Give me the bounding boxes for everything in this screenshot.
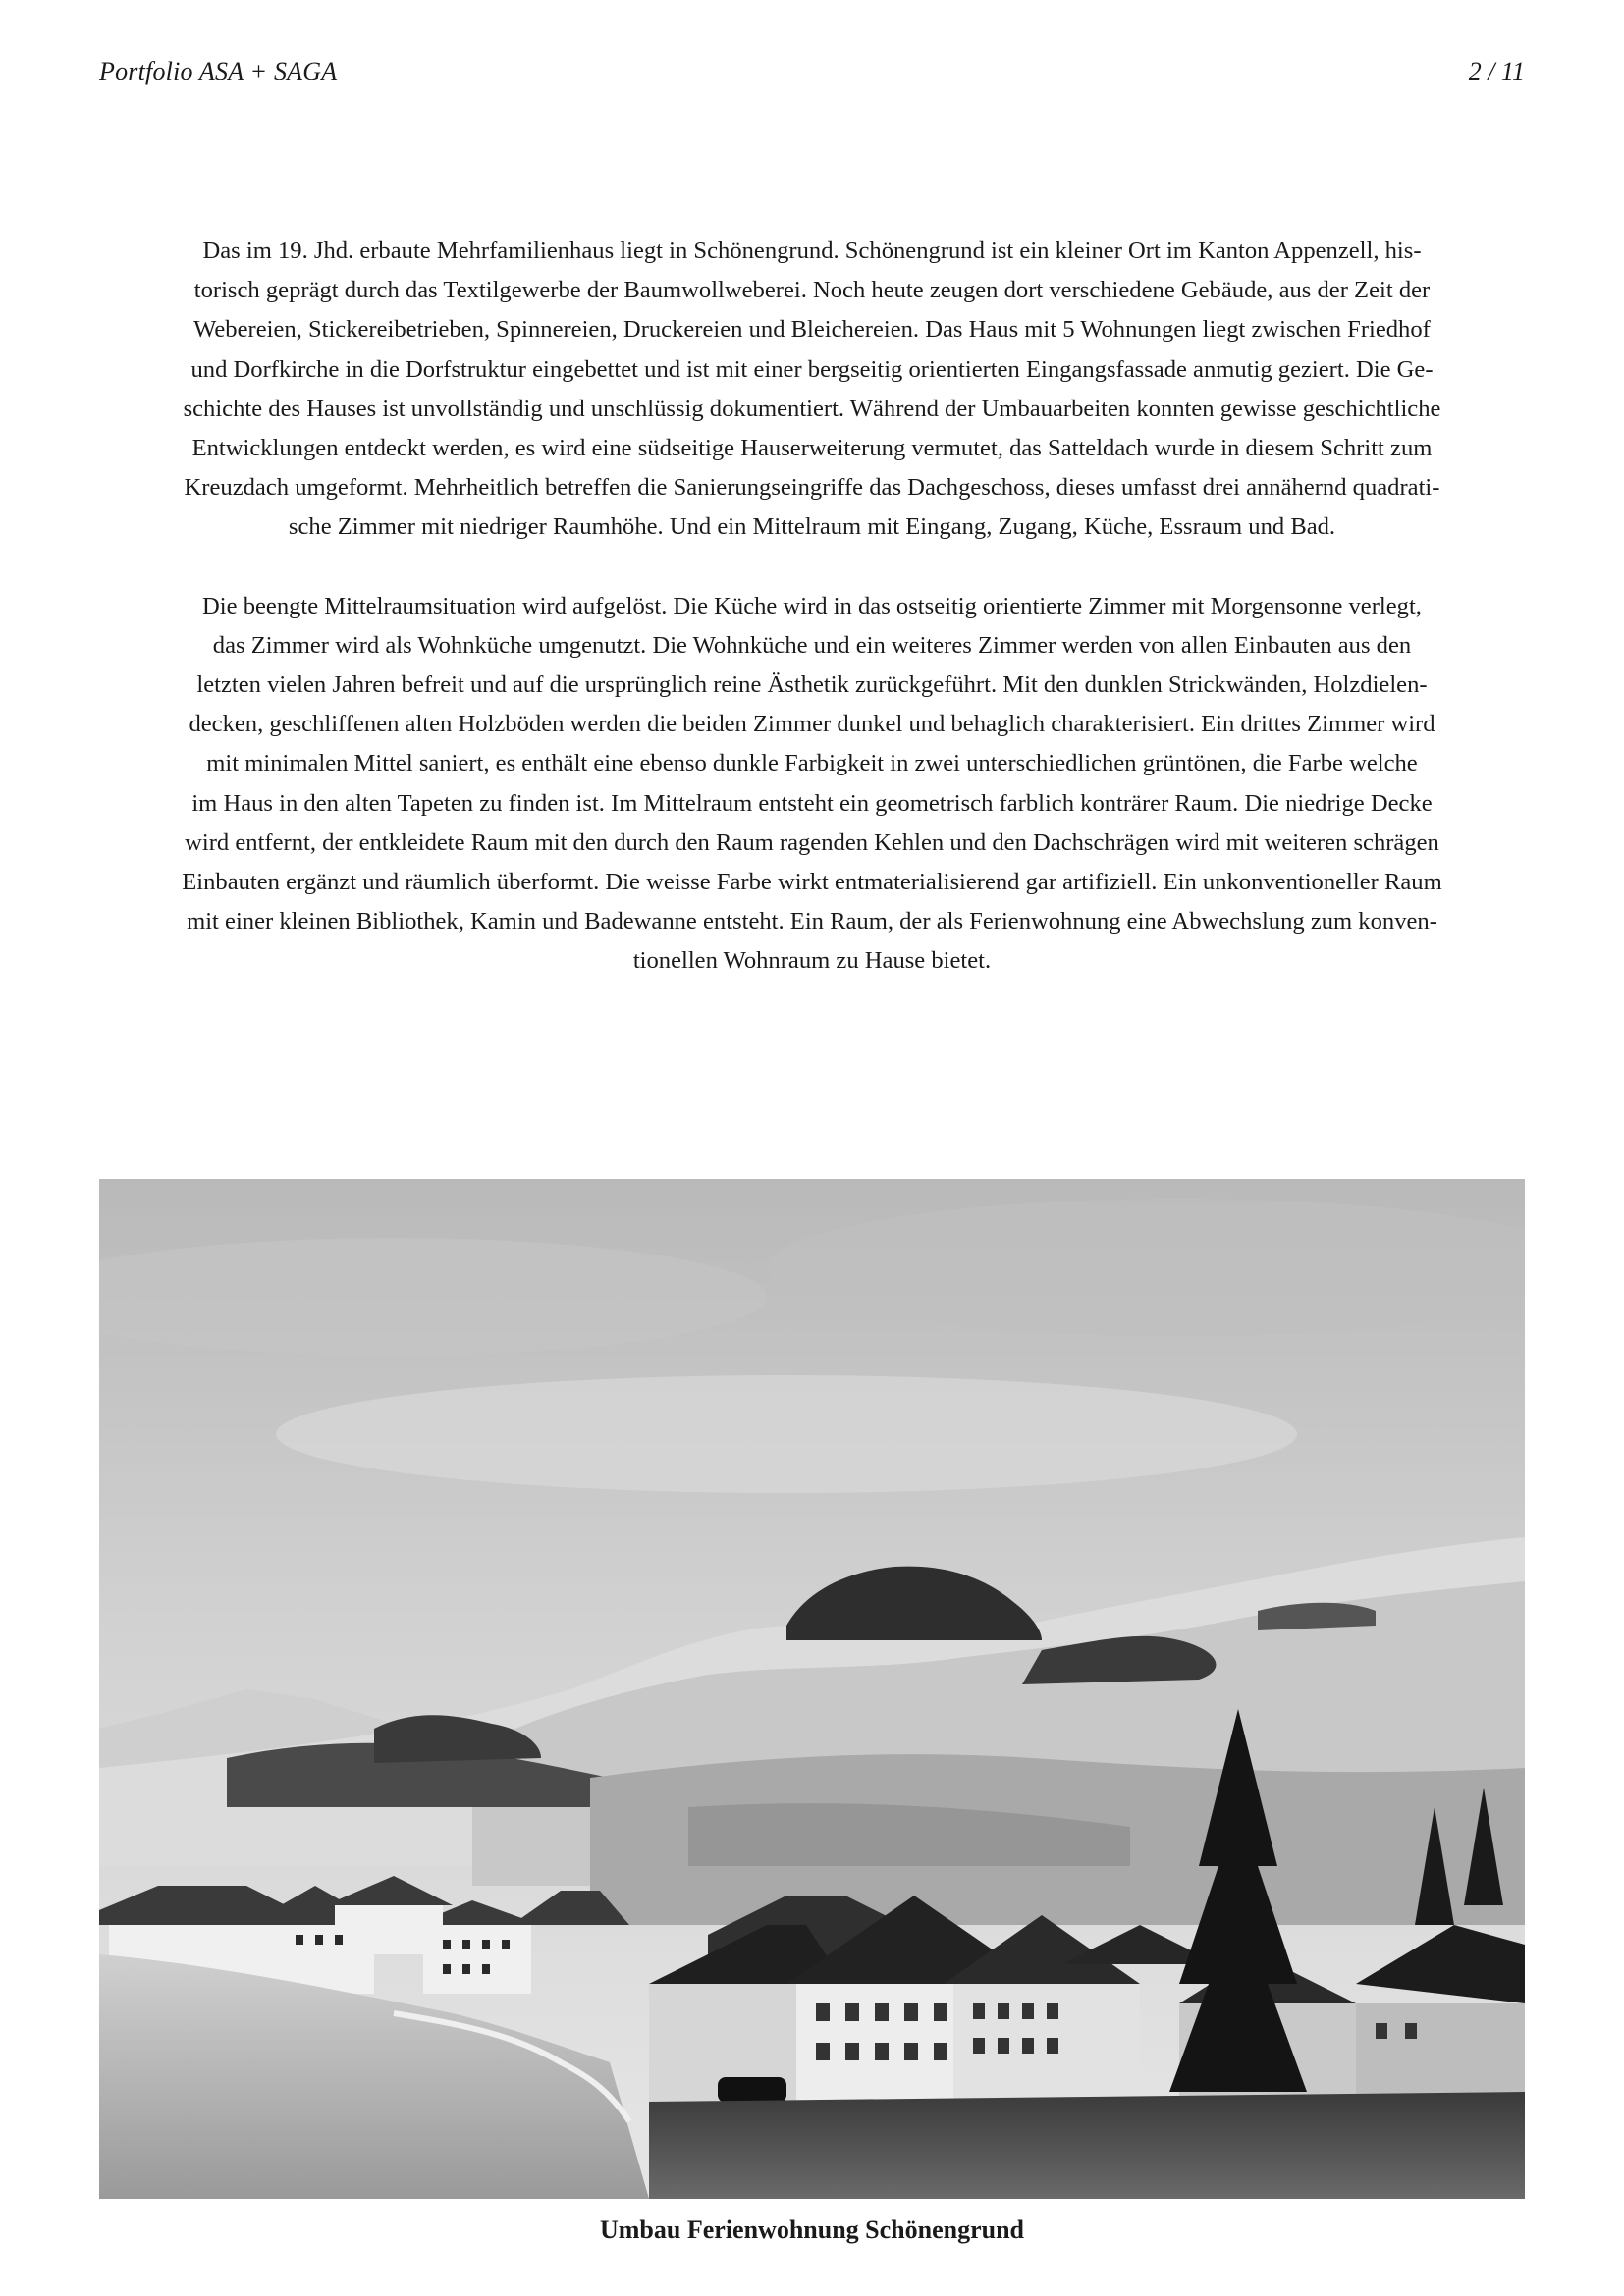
text-line: sche Zimmer mit niedriger Raumhöhe. Und ein Mittelraum mit Eingang, Zugang, Küche, Essraum und Bad. <box>288 513 1336 541</box>
body-text <box>99 232 1525 982</box>
text-line: und Dorfkirche in die Dorfstruktur eingebettet und ist mit einer bergseitig orientierten Eingangsfassade anmutig geziert. Die Ge- <box>190 355 1434 383</box>
page-number: 2 / 11 <box>1468 57 1525 85</box>
text-line: decken, geschliffenen alten Holzböden werden die beiden Zimmer dunkel und behaglich charakterisiert. Ein drittes Zimmer wird <box>189 711 1435 738</box>
paragraph-1 <box>99 232 1525 548</box>
text-line: Kreuzdach umgeformt. Mehrheitlich betreffen die Sanierungseingriffe das Dachgeschoss, dieses umfasst drei annähernd quadrati- <box>184 474 1440 502</box>
text-line: Einbauten ergänzt und räumlich überformt. Die weisse Farbe wirkt entmaterialisierend gar artifiziell. Ein unkonventioneller Raum <box>182 869 1442 896</box>
text-line: Das im 19. Jhd. erbaute Mehrfamilienhaus liegt in Schönengrund. Schönengrund ist ein kleiner Ort im Kanton Appenzell, his- <box>202 238 1422 264</box>
text-line: torisch geprägt durch das Textilgewerbe der Baumwollweberei. Noch heute zeugen dort verschiedene Gebäude, aus der Zeit der <box>193 277 1431 304</box>
text-line: letzten vielen Jahren befreit und auf die ursprünglich reine Ästhetik zurückgeführt. Mit den dunklen Strickwänden, Holzdielen- <box>196 671 1428 699</box>
photo-caption: Umbau Ferienwohnung Schönengrund <box>600 2216 1024 2244</box>
text-line: tionellen Wohnraum zu Hause bietet. <box>632 947 992 975</box>
landscape-photo-icon <box>99 1179 1525 2199</box>
text-line: mit minimalen Mittel saniert, es enthält eine ebenso dunkle Farbigkeit in zwei unterschiedlichen grüntönen, die Farbe welche <box>206 750 1418 777</box>
document-header-title: Portfolio ASA + SAGA <box>99 57 338 85</box>
text-line: schichte des Hauses ist unvollständig und unschlüssig dokumentiert. Während der Umbauarbeiten konnten gewisse geschichtliche <box>183 395 1441 422</box>
text-line: Webereien, Stickereibetrieben, Spinnereien, Druckereien und Bleichereien. Das Haus mit 5 Wohnungen liegt zwischen Friedhof <box>193 316 1431 344</box>
text-line: Entwicklungen entdeckt werden, es wird eine südseitige Hauserweiterung vermutet, das Satteldach wurde in diesem Schritt zum <box>191 435 1433 462</box>
paragraph-2 <box>99 587 1525 982</box>
text-line: das Zimmer wird als Wohnküche umgenutzt. Die Wohnküche und ein weiteres Zimmer werden von allen Einbauten aus den <box>212 631 1412 659</box>
text-line: Die beengte Mittelraumsituation wird aufgelöst. Die Küche wird in das ostseitig orientierte Zimmer mit Morgensonne verlegt, <box>202 592 1422 619</box>
text-line: im Haus in den alten Tapeten zu finden ist. Im Mittelraum entsteht ein geometrisch farblich konträrer Raum. Die niedrige Decke <box>191 789 1433 817</box>
text-line: mit einer kleinen Bibliothek, Kamin und Badewanne entsteht. Ein Raum, der als Ferienwohnung eine Abwechslung zum konven- <box>187 908 1437 935</box>
text-line: wird entfernt, der entkleidete Raum mit den durch den Raum ragenden Kehlen und den Dachschrägen wird mit weiteren schrägen <box>185 828 1439 856</box>
landscape-photo <box>99 1179 1525 2199</box>
